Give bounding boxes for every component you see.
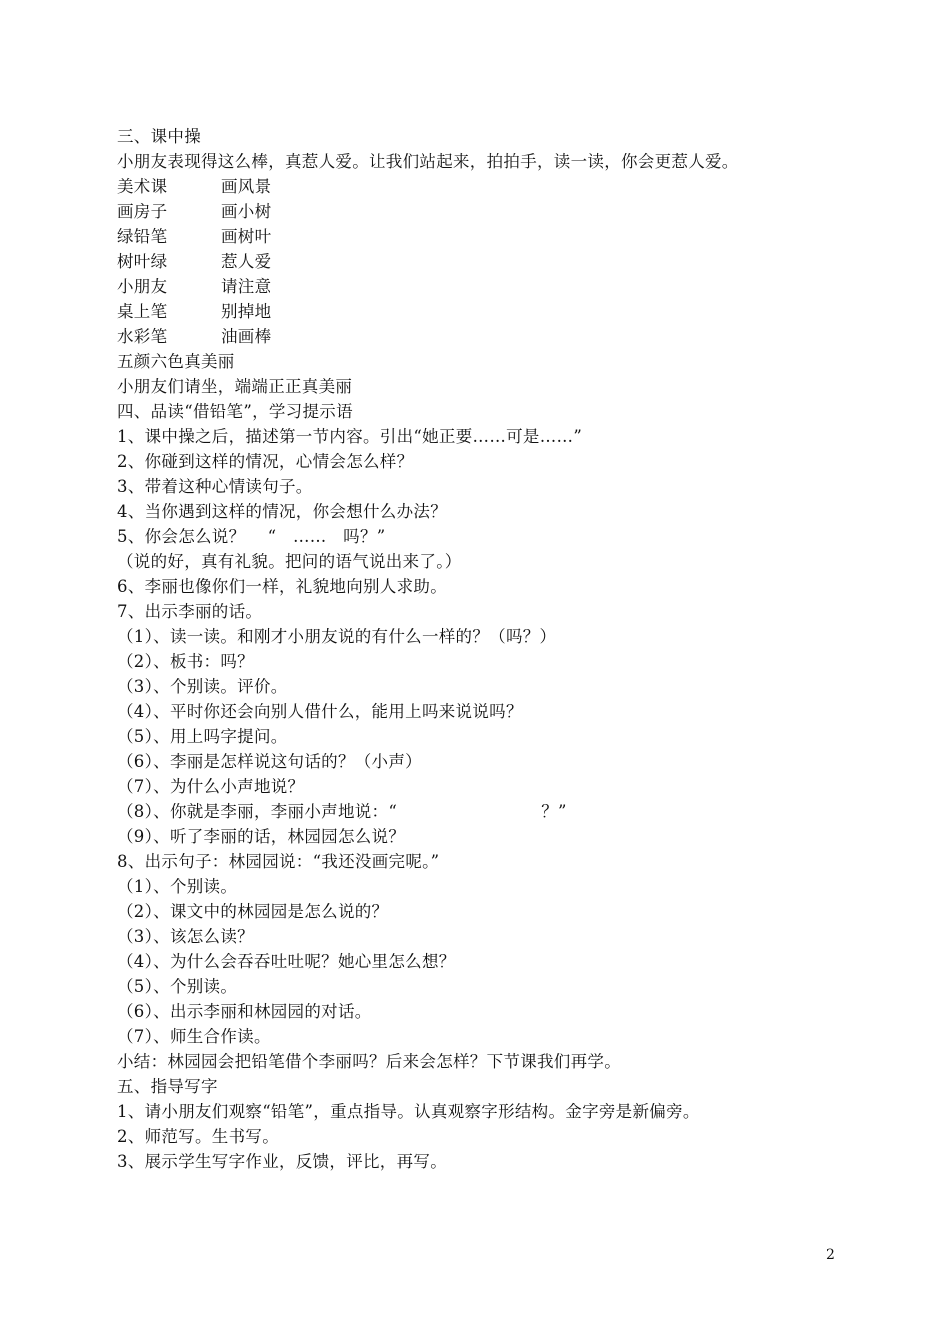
text-line: （5）、用上吗字提问。 — [117, 727, 288, 746]
text-line: （说的好，真有礼貌。把问的语气说出来了。） — [117, 552, 462, 571]
chant-left: 画房子 — [117, 202, 168, 221]
chant-right: 请注意 — [221, 277, 272, 296]
text-line: （9）、听了李丽的话，林园园怎么说？ — [117, 827, 406, 846]
text-line: （8）、你就是李丽，李丽小声地说：“ ？” — [117, 802, 567, 821]
text-line: 6、李丽也像你们一样，礼貌地向别人求助。 — [117, 577, 447, 596]
chant-line — [117, 224, 837, 249]
chant-pairs — [117, 174, 837, 349]
chant-left: 树叶绿 — [117, 252, 168, 271]
chant-right: 别掉地 — [221, 302, 272, 321]
text-line: （7）、师生合作读。 — [117, 1027, 271, 1046]
chant-right: 画小树 — [221, 202, 272, 221]
text-line: 7、出示李丽的话。 — [117, 602, 263, 621]
text-line: 五颜六色真美丽 — [117, 352, 235, 371]
text-line: 2、你碰到这样的情况，心情会怎么样？ — [117, 452, 414, 471]
text-line: 三、课中操 — [117, 127, 201, 146]
chant-right: 惹人爱 — [221, 252, 272, 271]
page-number: 2 — [826, 1247, 835, 1263]
text-line: 8、出示句子：林园园说：“我还没画完呢。” — [117, 852, 440, 871]
chant-line — [117, 199, 837, 224]
text-line: 1、请小朋友们观察“铅笔”，重点指导。认真观察字形结构。金字旁是新偏旁。 — [117, 1102, 700, 1121]
text-line: 4、当你遇到这样的情况，你会想什么办法？ — [117, 502, 447, 521]
chant-left: 桌上笔 — [117, 302, 168, 321]
text-line: （2）、课文中的林园园是怎么说的？ — [117, 902, 389, 921]
chant-right: 画风景 — [221, 177, 272, 196]
chant-line — [117, 299, 837, 324]
chant-right: 油画棒 — [221, 327, 272, 346]
text-line: 1、课中操之后，描述第一节内容。引出“她正要……可是……” — [117, 427, 583, 446]
text-line: 小朋友们请坐，端端正正真美丽 — [117, 377, 353, 396]
text-line: （6）、出示李丽和林园园的对话。 — [117, 1002, 372, 1021]
text-line: 3、带着这种心情读句子。 — [117, 477, 313, 496]
chant-left: 美术课 — [117, 177, 168, 196]
chant-line — [117, 324, 837, 349]
text-line: （1）、读一读。和刚才小朋友说的有什么一样的？（吗？） — [117, 627, 557, 646]
text-line: （3）、个别读。评价。 — [117, 677, 288, 696]
lesson-steps — [117, 349, 837, 1174]
text-line: 小结：林园园会把铅笔借个李丽吗？后来会怎样？下节课我们再学。 — [117, 1052, 621, 1071]
text-line: 5、你会怎么说？ “ …… 吗？” — [117, 527, 386, 546]
text-line: （3）、该怎么读？ — [117, 927, 254, 946]
text-line: 五、指导写字 — [117, 1077, 218, 1096]
chant-left: 水彩笔 — [117, 327, 168, 346]
text-line: 四、品读“借铅笔”，学习提示语 — [117, 402, 353, 421]
text-line: （4）、为什么会吞吞吐吐呢？她心里怎么想？ — [117, 952, 456, 971]
text-line: 小朋友表现得这么棒，真惹人爱。让我们站起来，拍拍手，读一读，你会更惹人爱。 — [117, 152, 739, 171]
text-line: （6）、李丽是怎样说这句话的？（小声） — [117, 752, 422, 771]
text-line: 3、展示学生写字作业，反馈，评比，再写。 — [117, 1152, 447, 1171]
chant-right: 画树叶 — [221, 227, 272, 246]
text-line: （5）、个别读。 — [117, 977, 238, 996]
text-line: （7）、为什么小声地说？ — [117, 777, 305, 796]
chant-left: 绿铅笔 — [117, 227, 168, 246]
document-body — [117, 124, 837, 1174]
intro-lines — [117, 124, 837, 174]
chant-line — [117, 274, 837, 299]
text-line: （4）、平时你还会向别人借什么，能用上吗来说说吗？ — [117, 702, 523, 721]
text-line: 2、师范写。生书写。 — [117, 1127, 279, 1146]
chant-line — [117, 249, 837, 274]
chant-left: 小朋友 — [117, 277, 168, 296]
text-line: （1）、个别读。 — [117, 877, 238, 896]
chant-line — [117, 174, 837, 199]
text-line: （2）、板书：吗？ — [117, 652, 254, 671]
